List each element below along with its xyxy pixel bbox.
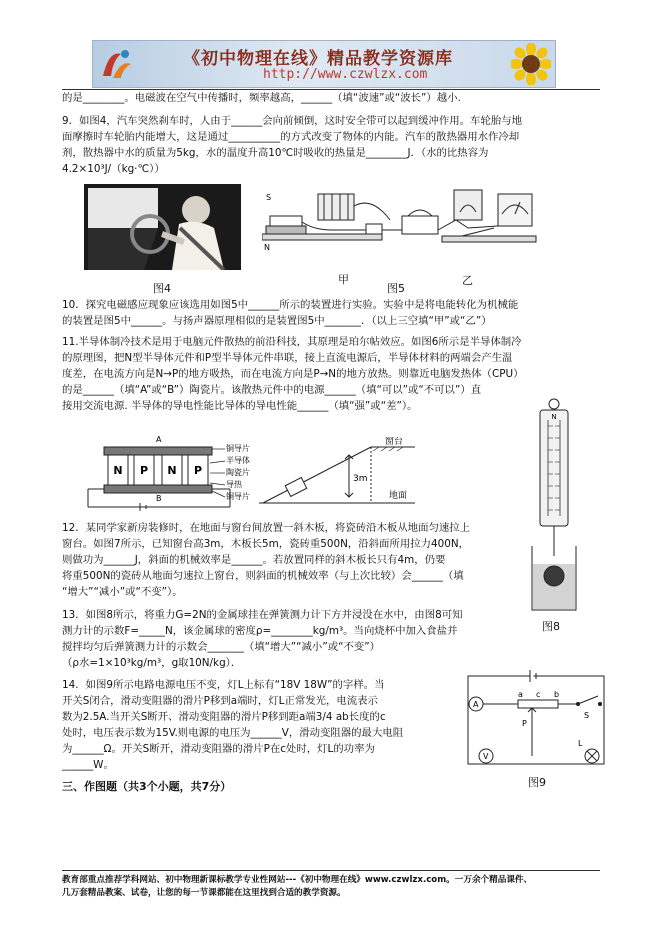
q11-line-5: 接用交流电源. 半导体的导电性能比导体的导电性能______（填“强”或“差”）。 [62,400,418,412]
q14-line-5: 为______Ω。开关S断开，滑动变阻器的滑片P在c处时，灯L的功率为 [62,743,375,755]
q10-line-2: 的装置是图5中______。与扬声器原理相似的是装置图5中_______．（以上三空填“甲”或“乙”） [62,315,492,327]
figure-5-caption: 图5 [387,282,405,295]
site-logo-icon [99,46,133,82]
figure-9-circuit [462,666,612,772]
q14-line-2: 开关S闭合，滑动变阻器的滑片P移到a端时，灯L正常发光，电流表示 [62,695,378,707]
q9-line-1: 9．如图4，汽车突然刹车时，人由于______会向前倾倒，这时安全带可以起到缓冲作用。车轮胎与地 [62,115,523,127]
fig8-scale-unit: N [551,413,557,421]
fig7-height-label: 3m [353,474,368,484]
fig7-window-label: 窗台 [385,437,404,447]
figure-8-spring-scale [526,396,582,620]
fig9-label-a: a [518,690,523,699]
q14-line-1: 14．如图9所示电路电源电压不变，灯L上标有“18V 18W”的字样。当 [62,679,385,691]
q11-line-4: 的是______（填“A”或“B”）陶瓷片。该散热元件中的电源______（填“可以”或“不可以”）直 [62,384,482,396]
q11-line-2: 的原理图，把N型半导体元件和P型半导体元件串联，接上直流电源后，半导体材料的两端会产生温 [62,352,513,364]
fig6-cell-3: N [167,464,177,477]
fig9-label-l: L [578,739,583,748]
fig6-label-bottom: B [156,494,162,503]
figure-5-label-a: 甲 [338,273,349,286]
q12-line-3: 则做功为______J，斜面的机械效率是______。若放置同样的斜木板长只有4m，仍要 [62,554,446,566]
q12-line-1: 12．某同学家新房装修时，在地面与窗台间放置一斜木板，将瓷砖沿木板从地面匀速拉上 [62,522,471,534]
q9-line-3: 剂，散热器中水的质量为5kg，水的温度升高10℃时吸收的热量是________J．（水的比热容为 [62,147,489,159]
figure-5-apparatus [262,186,540,268]
fig6-cell-2: P [139,464,149,477]
header-banner [92,40,556,88]
figure-4-caption: 图4 [153,282,171,295]
fig6-label-2: 半导体 [226,456,250,465]
q12-line-4: 将重500N的瓷砖从地面匀速拉上窗台，则斜面的机械效率（与上次比较）会______（填 [62,570,464,582]
footer-line-1: 教育部重点推荐学科网站、初中物理新课标教学专业性网站---《初中物理在线》www.czwlzx.com。一万余个精品课件、 [62,875,533,885]
fig5-label-s: S [266,193,272,202]
fig5-label-n: N [264,243,270,252]
q13-line-1: 13．如图8所示，将重力G=2N的金属球挂在弹簧测力计下方并浸没在水中，由图8可知 [62,609,463,621]
q13-line-2: 测力计的示数F=_____N，该金属球的密度ρ=________kg/m³。当向烧杯中加入食盐并 [62,625,458,637]
fig9-label-s: S [584,711,590,720]
fig6-label-3: 陶瓷片 [226,468,250,477]
figure-5-label-b: 乙 [462,274,473,287]
sunflower-icon [511,43,551,85]
fig6-label-5: 铜导片 [226,492,250,501]
banner-title: 《初中物理在线》精品教学资源库 [183,49,453,69]
banner-url[interactable]: http://www.czwlzx.com [263,67,428,82]
fig6-cell-1: N [113,464,123,477]
footer-rule [62,870,600,871]
q13-line-4: （ρ水=1×10³kg/m³，g取10N/kg）． [62,657,242,669]
q14-line-4: 处时，电压表示数为15V.则电源的电压为______V，滑动变阻器的最大电阻 [62,727,404,739]
fig6-label-4: 导热 [226,480,242,489]
fig6-label-top: A [156,435,162,444]
fig9-label-p: P [522,719,527,728]
footer-line-2: 几万套精品教案、试卷，让您的每一节课都能在这里找到合适的教学资源。 [62,888,346,898]
q9-line-4: 4.2×10³J/（kg·℃）） [62,163,165,175]
q13-line-3: 搅拌均匀后弹簧测力计的示数会_______（填“增大”“减小”或“不变”） [62,641,381,653]
q12-line-2: 窗台。如图7所示，已知窗台高3m，木板长5m，瓷砖重500N，沿斜面所用拉力400N， [62,538,470,550]
fig9-label-b: b [554,690,560,699]
fig7-ground-label: 地面 [389,491,408,501]
header-rule [62,89,600,90]
fig6-cell-4: P [193,464,203,477]
fig9-label-c: c [536,690,541,699]
q14-line-6: ______W。 [62,759,114,771]
q11-line-1: 11.半导体制冷技术是用于电脑元件散热的前沿科技，其原理是珀尔帖效应。如图6所示是半导体制冷 [62,336,522,348]
q8-line: 的是________。电磁波在空气中传播时，频率越高，______（填“波速”或“波长”）越小. [62,92,461,104]
q9-line-2: 面摩擦时车轮胎内能增大，这是通过__________的方式改变了物体的内能。汽车的散热器用水作冷却 [62,131,520,143]
figure-7-incline [255,437,425,515]
q14-line-3: 数为2.5A.当开关S断开、滑动变阻器的滑片P移到距a端3/4 ab长度的c [62,711,386,723]
fig9-label-ammeter: A [473,700,479,709]
fig9-label-voltmeter: V [483,752,489,761]
figure-6-peltier [80,433,258,513]
figure-4-photo [84,184,241,270]
q11-line-3: 度差，在电流方向是N→P的地方吸热，而在电流方向是P→N的地方放热。则靠近电脑发热体（CPU） [62,368,524,380]
section-3-title: 三、作图题（共3个小题，共7分） [62,780,232,793]
figure-9-caption: 图9 [528,776,546,789]
figure-8-caption: 图8 [542,620,560,633]
q10-line-1: 10．探究电磁感应现象应该选用如图5中______所示的装置进行实验。实验中是将电能转化为机械能 [62,299,519,311]
fig6-label-1: 铜导片 [226,444,250,453]
q12-line-5: “增大”“减小”或“不变”）。 [62,586,183,598]
